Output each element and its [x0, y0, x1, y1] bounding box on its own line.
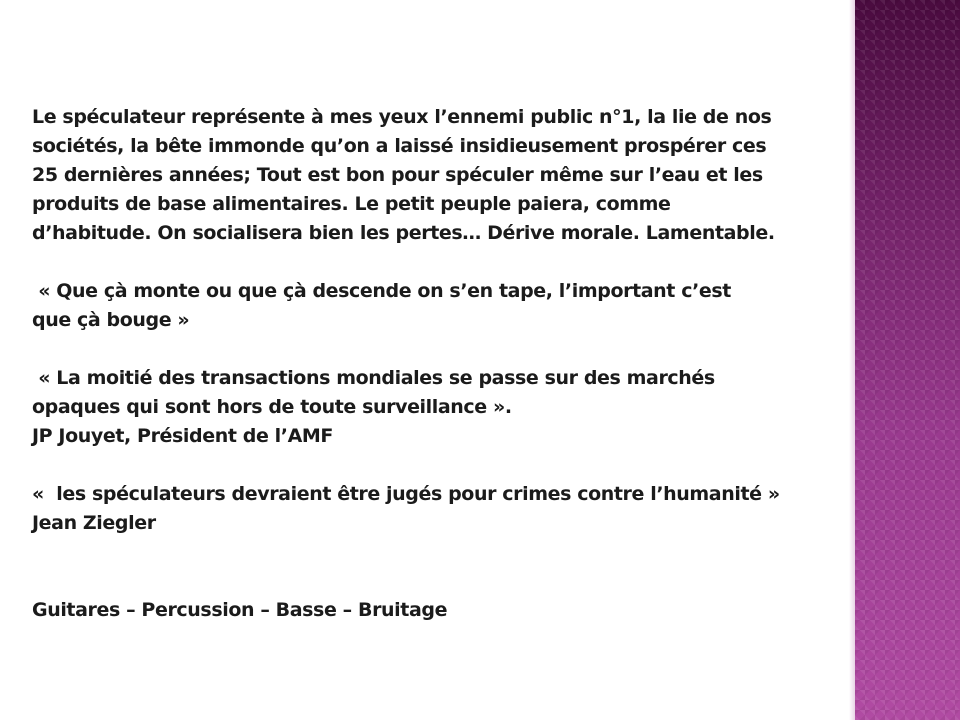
quote1-line-1: « Que çà monte ou que çà descende on s’en tape, l’important c’est: [32, 280, 731, 302]
intro-line-2: sociétés, la bête immonde qu’on a laissé insidieusement prospérer ces: [32, 135, 767, 157]
slide-text-block: [32, 103, 832, 625]
quote2-line-1: « La moitié des transactions mondiales se passe sur des marchés: [32, 367, 715, 389]
intro-line-4: produits de base alimentaires. Le petit peuple paiera, comme: [32, 193, 671, 215]
spacer: [32, 451, 832, 480]
intro-line-5: d’habitude. On socialisera bien les pertes… Dérive morale. Lamentable.: [32, 222, 775, 244]
spacer: [32, 335, 832, 364]
spacer: [32, 248, 832, 277]
spacer: [32, 538, 832, 567]
quote1-line-2: que çà bouge »: [32, 309, 190, 331]
quote2-line-2: opaques qui sont hors de toute surveillance ».: [32, 396, 512, 418]
intro-line-1: Le spéculateur représente à mes yeux l’ennemi public n°1, la lie de nos: [32, 106, 772, 128]
spacer: [32, 567, 832, 596]
decorative-side-band: [855, 0, 960, 720]
instruments-line: Guitares – Percussion – Basse – Bruitage: [32, 599, 448, 621]
intro-line-3: 25 dernières années; Tout est bon pour spéculer même sur l’eau et les: [32, 164, 763, 186]
quote3-line: « les spéculateurs devraient être jugés pour crimes contre l’humanité »: [32, 483, 780, 505]
quote2-author: JP Jouyet, Président de l’AMF: [32, 425, 333, 447]
quote3-author: Jean Ziegler: [32, 512, 156, 534]
